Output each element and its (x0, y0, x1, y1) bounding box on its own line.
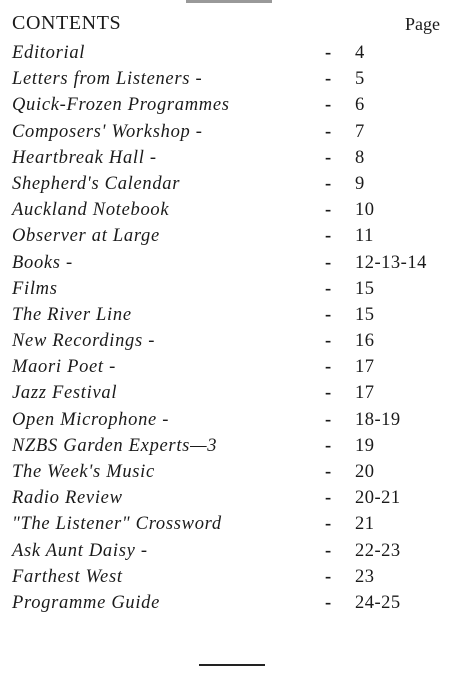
entry-title: Radio Review (12, 488, 123, 509)
entry-page-number: 6 (355, 95, 365, 116)
entry-page-number: 20-21 (355, 488, 401, 509)
entry-page-number: 17 (355, 383, 375, 404)
entry-page-number: 23 (355, 566, 375, 587)
leader-dash: - (325, 514, 332, 535)
leader-dash: - (325, 592, 332, 613)
entry-title: The River Line (12, 304, 132, 325)
entry-page-number: 4 (355, 43, 365, 63)
entry-title: "The Listener" Crossword (12, 514, 222, 535)
entry-title: Shepherd's Calendar (12, 173, 181, 194)
contents-entry (12, 92, 442, 118)
contents-entry (12, 119, 442, 145)
contents-entry (12, 171, 442, 197)
leader-dash: - (325, 435, 332, 456)
leader-dash: - (325, 43, 332, 63)
leader-dash: - (325, 173, 332, 194)
contents-entry (12, 40, 442, 66)
contents-header (12, 12, 440, 38)
entry-title: Films (12, 278, 58, 299)
contents-entry (12, 328, 442, 354)
entry-title: Ask Aunt Daisy - (12, 540, 148, 561)
entry-title: Auckland Notebook (12, 200, 170, 221)
entry-page-number: 18-19 (355, 409, 401, 430)
entry-title: Observer at Large (12, 226, 160, 247)
contents-entry (12, 485, 442, 511)
leader-dash: - (325, 540, 332, 561)
leader-dash: - (325, 409, 332, 430)
entry-title: Letters from Listeners - (12, 69, 203, 90)
contents-entry (12, 223, 442, 249)
contents-entry (12, 66, 442, 92)
contents-entry (12, 354, 442, 380)
entry-page-number: 5 (355, 69, 365, 90)
entry-title: Maori Poet - (12, 357, 116, 378)
leader-dash: - (325, 147, 332, 168)
entry-page-number: 15 (355, 278, 375, 299)
leader-dash: - (325, 462, 332, 482)
contents-entry (12, 459, 442, 485)
entry-title: Jazz Festival (12, 383, 118, 404)
entry-page-number: 20 (355, 462, 375, 482)
leader-dash: - (325, 488, 332, 509)
contents-entry (12, 197, 442, 223)
entry-page-number: 12-13-14 (355, 252, 427, 273)
entry-title: Farthest West (12, 566, 123, 587)
entry-title: Heartbreak Hall - (12, 147, 157, 168)
entry-page-number: 7 (355, 121, 365, 142)
entry-title: NZBS Garden Experts—3 (12, 435, 218, 456)
leader-dash: - (325, 95, 332, 116)
contents-title: CONTENTS (12, 12, 122, 34)
contents-entry (12, 564, 442, 590)
entry-page-number: 17 (355, 357, 375, 378)
entry-title: New Recordings - (12, 331, 156, 352)
contents-entry (12, 276, 442, 302)
leader-dash: - (325, 121, 332, 142)
leader-dash: - (325, 304, 332, 325)
leader-dash: - (325, 200, 332, 221)
contents-entry (12, 380, 442, 406)
leader-dash: - (325, 226, 332, 247)
leader-dash: - (325, 383, 332, 404)
leader-dash: - (325, 331, 332, 352)
entry-title: Quick-Frozen Programmes (12, 95, 230, 116)
leader-dash: - (325, 69, 332, 90)
contents-entry (12, 433, 442, 459)
entry-page-number: 22-23 (355, 540, 401, 561)
contents-entry (12, 407, 442, 433)
entry-page-number: 8 (355, 147, 365, 168)
leader-dash: - (325, 357, 332, 378)
contents-entry (12, 538, 442, 564)
entry-page-number: 21 (355, 514, 375, 535)
entry-page-number: 24-25 (355, 592, 401, 613)
entry-page-number: 19 (355, 435, 375, 456)
entry-page-number: 11 (355, 226, 374, 247)
leader-dash: - (325, 278, 332, 299)
entry-page-number: 16 (355, 331, 375, 352)
leader-dash: - (325, 252, 332, 273)
entry-title: Programme Guide (12, 592, 161, 613)
entry-page-number: 10 (355, 200, 375, 221)
bottom-rule (199, 664, 265, 666)
contents-entry (12, 145, 442, 171)
contents-entry (12, 590, 442, 616)
entry-page-number: 9 (355, 173, 365, 194)
leader-dash: - (325, 566, 332, 587)
entry-title: Books - (12, 252, 73, 273)
entry-title: Composers' Workshop - (12, 121, 203, 142)
contents-entry (12, 250, 442, 276)
contents-entry (12, 511, 442, 537)
entry-title: Editorial (12, 43, 86, 63)
entry-title: Open Microphone - (12, 409, 170, 430)
contents-entry (12, 302, 442, 328)
entry-title: The Week's Music (12, 462, 155, 482)
entry-page-number: 15 (355, 304, 375, 325)
page-column-label: Page (405, 14, 440, 34)
top-rule (186, 0, 272, 3)
contents-list (12, 40, 442, 616)
